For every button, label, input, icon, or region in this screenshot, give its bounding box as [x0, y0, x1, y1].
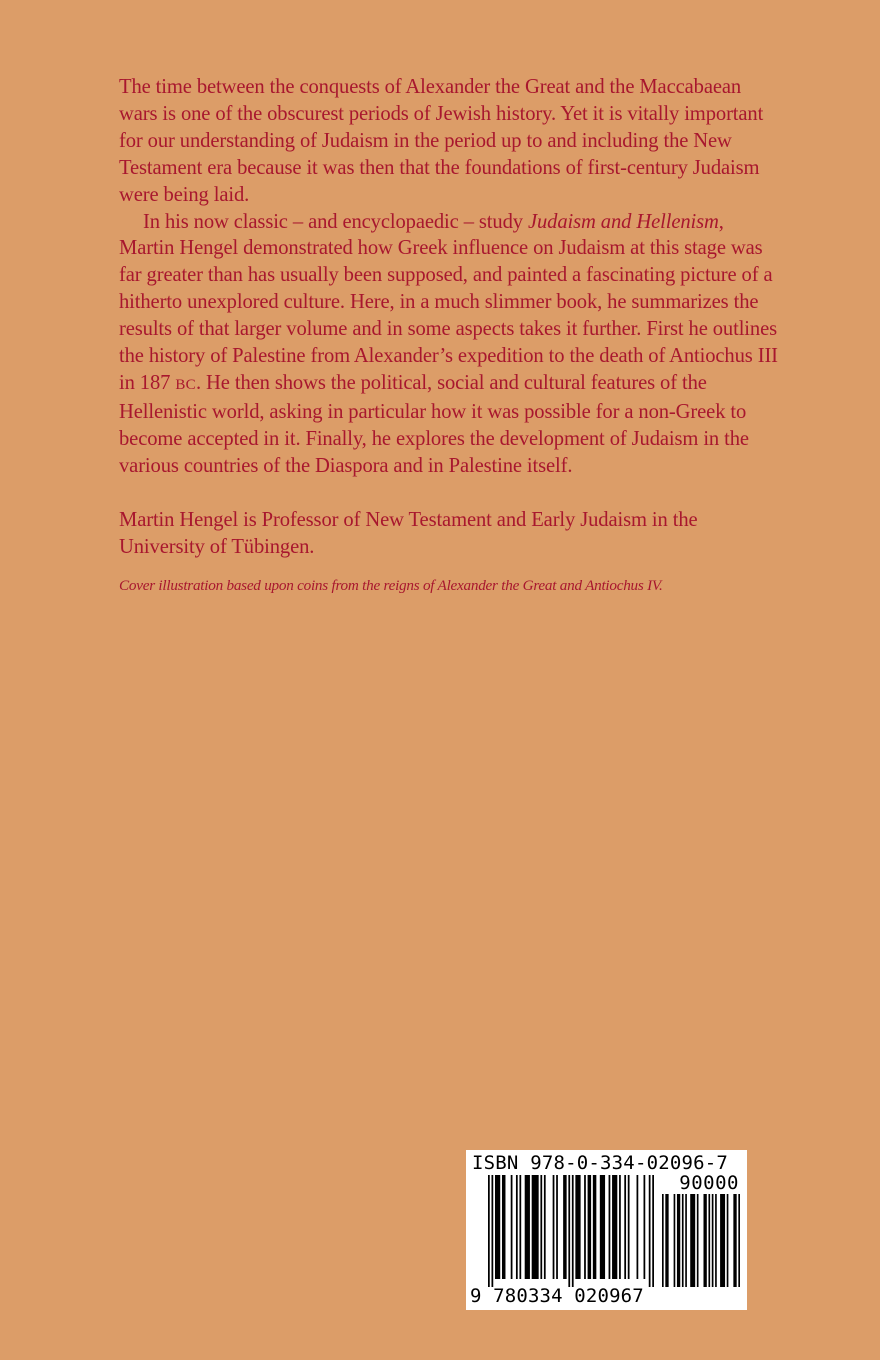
barcode-bar [662, 1194, 664, 1287]
barcode-bar [652, 1175, 654, 1287]
barcode-bar [593, 1175, 596, 1279]
barcode-bar [665, 1194, 668, 1287]
barcode-bar [600, 1175, 605, 1279]
barcode-bar [519, 1175, 521, 1279]
isbn-label: ISBN 978-0-334-02096-7 [472, 1152, 729, 1174]
cover-illustration-credit: Cover illustration based upon coins from the reigns of Alexander the Great and Antiochus IV. [119, 577, 663, 595]
barcode-bar [674, 1194, 676, 1287]
barcode-bar [624, 1175, 626, 1279]
barcode-bar [511, 1175, 513, 1279]
barcode-bar [532, 1175, 539, 1279]
barcode-bar [697, 1194, 699, 1287]
addon-barcode-bars [662, 1194, 740, 1287]
blurb-paragraph-2-lead: In his now classic – and encyclopaedic – study [143, 210, 528, 233]
barcode-bar [649, 1175, 651, 1287]
barcode-bar [495, 1175, 500, 1279]
barcode-bar [491, 1175, 493, 1287]
barcode-bar [708, 1194, 710, 1287]
barcode-bar [544, 1175, 546, 1279]
barcode-bar [575, 1175, 580, 1279]
barcode-bar [637, 1175, 639, 1279]
blurb-paragraph-2 [119, 209, 779, 480]
blurb-paragraph-2-tail: . He then shows the political, social and cultural features of the Hellenistic world, asking in particular how it was possible for a non-Greek to become accepted in it. Finally, he explores the development of Judaism in the various countries of the Diaspora and in Palestine itself. [119, 371, 749, 477]
blurb [119, 74, 779, 596]
blurb-paragraph-1: The time between the conquests of Alexander the Great and the Maccabaean wars is one of the obscurest periods of Jewish history. Yet it is vitally important for our understanding of Judaism in the period up to and including the New Testament era because it was then that the foundations of first-century Judaism were being laid. [119, 76, 764, 206]
barcode-bar [690, 1194, 695, 1287]
barcode-bar [553, 1175, 555, 1279]
barcode-bar [733, 1194, 736, 1287]
barcode-bar [588, 1175, 591, 1279]
barcode-bar [540, 1175, 542, 1279]
barcode-bar [703, 1194, 706, 1287]
author-bio: Martin Hengel is Professor of New Testament and Early Judaism in the University of Tübingen. [119, 508, 698, 558]
barcode-bar [568, 1175, 570, 1287]
barcode-bar [619, 1175, 621, 1279]
barcode-bar [609, 1175, 611, 1279]
book-title-reference: Judaism and Hellenism [527, 210, 719, 233]
barcode-bar [516, 1175, 518, 1279]
barcode-bar [584, 1175, 586, 1279]
barcode-bar [556, 1175, 558, 1279]
barcode-bar [715, 1194, 717, 1287]
isbn-barcode [466, 1150, 747, 1310]
barcode-bar [644, 1175, 646, 1279]
barcode-digits: 9 780334 020967 [470, 1285, 644, 1307]
barcode-bar [525, 1175, 530, 1279]
price-code: 90000 [679, 1172, 739, 1194]
barcode-bar [612, 1175, 617, 1279]
barcode-bar [682, 1194, 684, 1287]
barcode-bar [727, 1194, 729, 1287]
barcode-bar [685, 1194, 687, 1287]
barcode-bar [572, 1175, 574, 1287]
barcode-bar [720, 1194, 725, 1287]
barcode-bar [488, 1175, 490, 1287]
blurb-paragraph-2-body: , Martin Hengel demonstrated how Greek influence on Judaism at this stage was far greater than has usually been supposed, and painted a fascinating picture of a hitherto unexplored culture. Here, in a much slimmer book, he summarizes the results of that larger volume and in some aspects takes it further. First he outlines the history of Palestine from Alexander’s expedition to the death of Antiochus III in 187 [119, 210, 778, 394]
barcode-bar [738, 1194, 740, 1287]
barcode-bars [488, 1175, 654, 1287]
barcode-bar [712, 1194, 714, 1287]
barcode-bar [628, 1175, 630, 1279]
era-abbreviation: BC [175, 376, 196, 393]
barcode-bar [502, 1175, 505, 1279]
barcode-bar [563, 1175, 566, 1279]
barcode-bar [677, 1194, 680, 1287]
